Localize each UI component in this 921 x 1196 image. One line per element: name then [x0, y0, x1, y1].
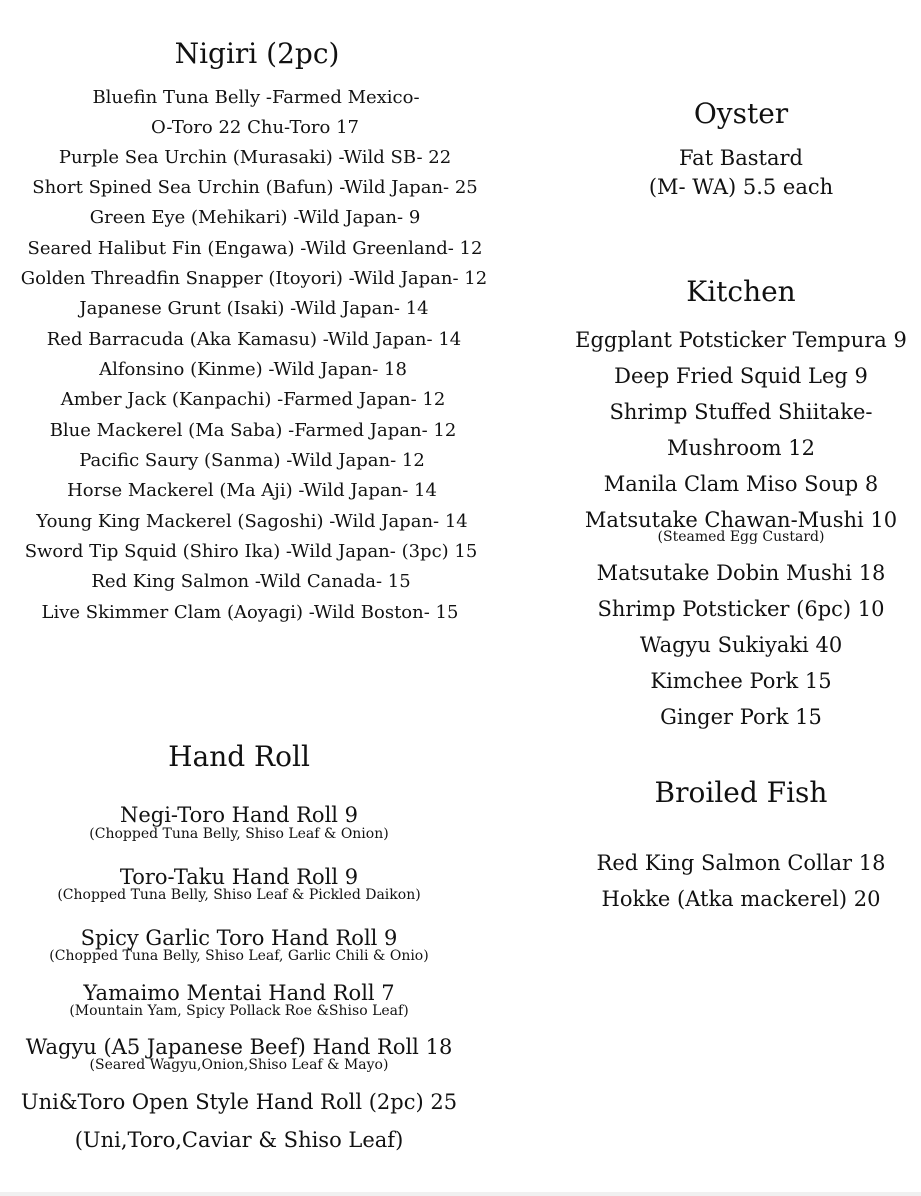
nigiri-item: Japanese Grunt (Isaki) -Wild Japan- 14 — [79, 298, 429, 319]
nigiri-item: Sword Tip Squid (Shiro Ika) -Wild Japan- (3pc) 15 — [24, 541, 478, 562]
oyster-line: (M- WA) 5.5 each — [648, 175, 834, 199]
nigiri-item: Amber Jack (Kanpachi) -Farmed Japan- 12 — [60, 389, 446, 410]
broiled-fish-item: Hokke (Atka mackerel) 20 — [601, 887, 881, 911]
hand-roll-name: Wagyu (A5 Japanese Beef) Hand Roll 18 — [25, 1035, 453, 1059]
nigiri-item: Red King Salmon -Wild Canada- 15 — [91, 571, 411, 592]
nigiri-item: Blue Mackerel (Ma Saba) -Farmed Japan- 12 — [49, 420, 457, 441]
nigiri-item: Pacific Saury (Sanma) -Wild Japan- 12 — [79, 450, 425, 471]
hand-roll-desc: (Chopped Tuna Belly, Shiso Leaf, Garlic Chili & Onio) — [49, 948, 429, 964]
kitchen-item: Shrimp Potsticker (6pc) 10 — [597, 597, 885, 621]
kitchen-item: Wagyu Sukiyaki 40 — [639, 633, 843, 657]
nigiri-item: Purple Sea Urchin (Murasaki) -Wild SB- 22 — [58, 147, 452, 168]
hand-roll-desc: (Chopped Tuna Belly, Shiso Leaf & Onion) — [89, 826, 389, 842]
kitchen-item: Ginger Pork 15 — [660, 705, 822, 729]
bottom-divider — [0, 1192, 921, 1196]
broiled-fish-title: Broiled Fish — [654, 776, 828, 809]
nigiri-item: Red Barracuda (Aka Kamasu) -Wild Japan- 14 — [46, 329, 462, 350]
nigiri-item: Alfonsino (Kinme) -Wild Japan- 18 — [99, 359, 407, 380]
kitchen-title: Kitchen — [686, 275, 796, 308]
broiled-fish-item: Red King Salmon Collar 18 — [596, 851, 886, 875]
hand-roll-name: Toro-Taku Hand Roll 9 — [119, 865, 359, 889]
kitchen-item: Manila Clam Miso Soup 8 — [603, 472, 879, 496]
kitchen-item: Matsutake Chawan-Mushi 10 — [584, 508, 898, 532]
nigiri-item: Bluefin Tuna Belly -Farmed Mexico- — [92, 87, 420, 108]
oyster-line: Fat Bastard — [679, 146, 803, 170]
hand-roll-desc: (Seared Wagyu,Onion,Shiso Leaf & Mayo) — [89, 1057, 389, 1073]
nigiri-item: O-Toro 22 Chu-Toro 17 — [150, 117, 360, 138]
kitchen-item-note: (Steamed Egg Custard) — [657, 529, 825, 545]
kitchen-item: Matsutake Dobin Mushi 18 — [596, 561, 886, 585]
hand-roll-name: Uni&Toro Open Style Hand Roll (2pc) 25 — [20, 1090, 458, 1114]
nigiri-item: Green Eye (Mehikari) -Wild Japan- 9 — [89, 207, 421, 228]
nigiri-item: Young King Mackerel (Sagoshi) -Wild Japan- 14 — [36, 511, 468, 532]
nigiri-item: Live Skimmer Clam (Aoyagi) -Wild Boston- 15 — [41, 602, 459, 623]
kitchen-item: Shrimp Stuffed Shiitake- — [609, 400, 873, 424]
hand-roll-name: Spicy Garlic Toro Hand Roll 9 — [80, 926, 398, 950]
hand-roll-desc: (Uni,Toro,Caviar & Shiso Leaf) — [74, 1128, 404, 1152]
kitchen-item: Deep Fried Squid Leg 9 — [614, 364, 868, 388]
hand-roll-title: Hand Roll — [168, 740, 310, 773]
kitchen-item: Eggplant Potsticker Tempura 9 — [575, 328, 907, 352]
hand-roll-name: Negi-Toro Hand Roll 9 — [119, 803, 359, 827]
nigiri-item: Golden Threadfin Snapper (Itoyori) -Wild Japan- 12 — [20, 268, 488, 289]
nigiri-item: Horse Mackerel (Ma Aji) -Wild Japan- 14 — [67, 480, 437, 501]
kitchen-item: Mushroom 12 — [667, 436, 815, 460]
hand-roll-desc: (Mountain Yam, Spicy Pollack Roe &Shiso Leaf) — [69, 1003, 409, 1019]
hand-roll-name: Yamaimo Mentai Hand Roll 7 — [83, 981, 395, 1005]
oyster-title: Oyster — [693, 97, 789, 130]
nigiri-title: Nigiri (2pc) — [174, 37, 340, 70]
nigiri-item: Short Spined Sea Urchin (Bafun) -Wild Japan- 25 — [32, 177, 478, 198]
hand-roll-desc: (Chopped Tuna Belly, Shiso Leaf & Pickled Daikon) — [57, 887, 421, 903]
kitchen-item: Kimchee Pork 15 — [650, 669, 832, 693]
nigiri-item: Seared Halibut Fin (Engawa) -Wild Greenland- 12 — [27, 238, 483, 259]
